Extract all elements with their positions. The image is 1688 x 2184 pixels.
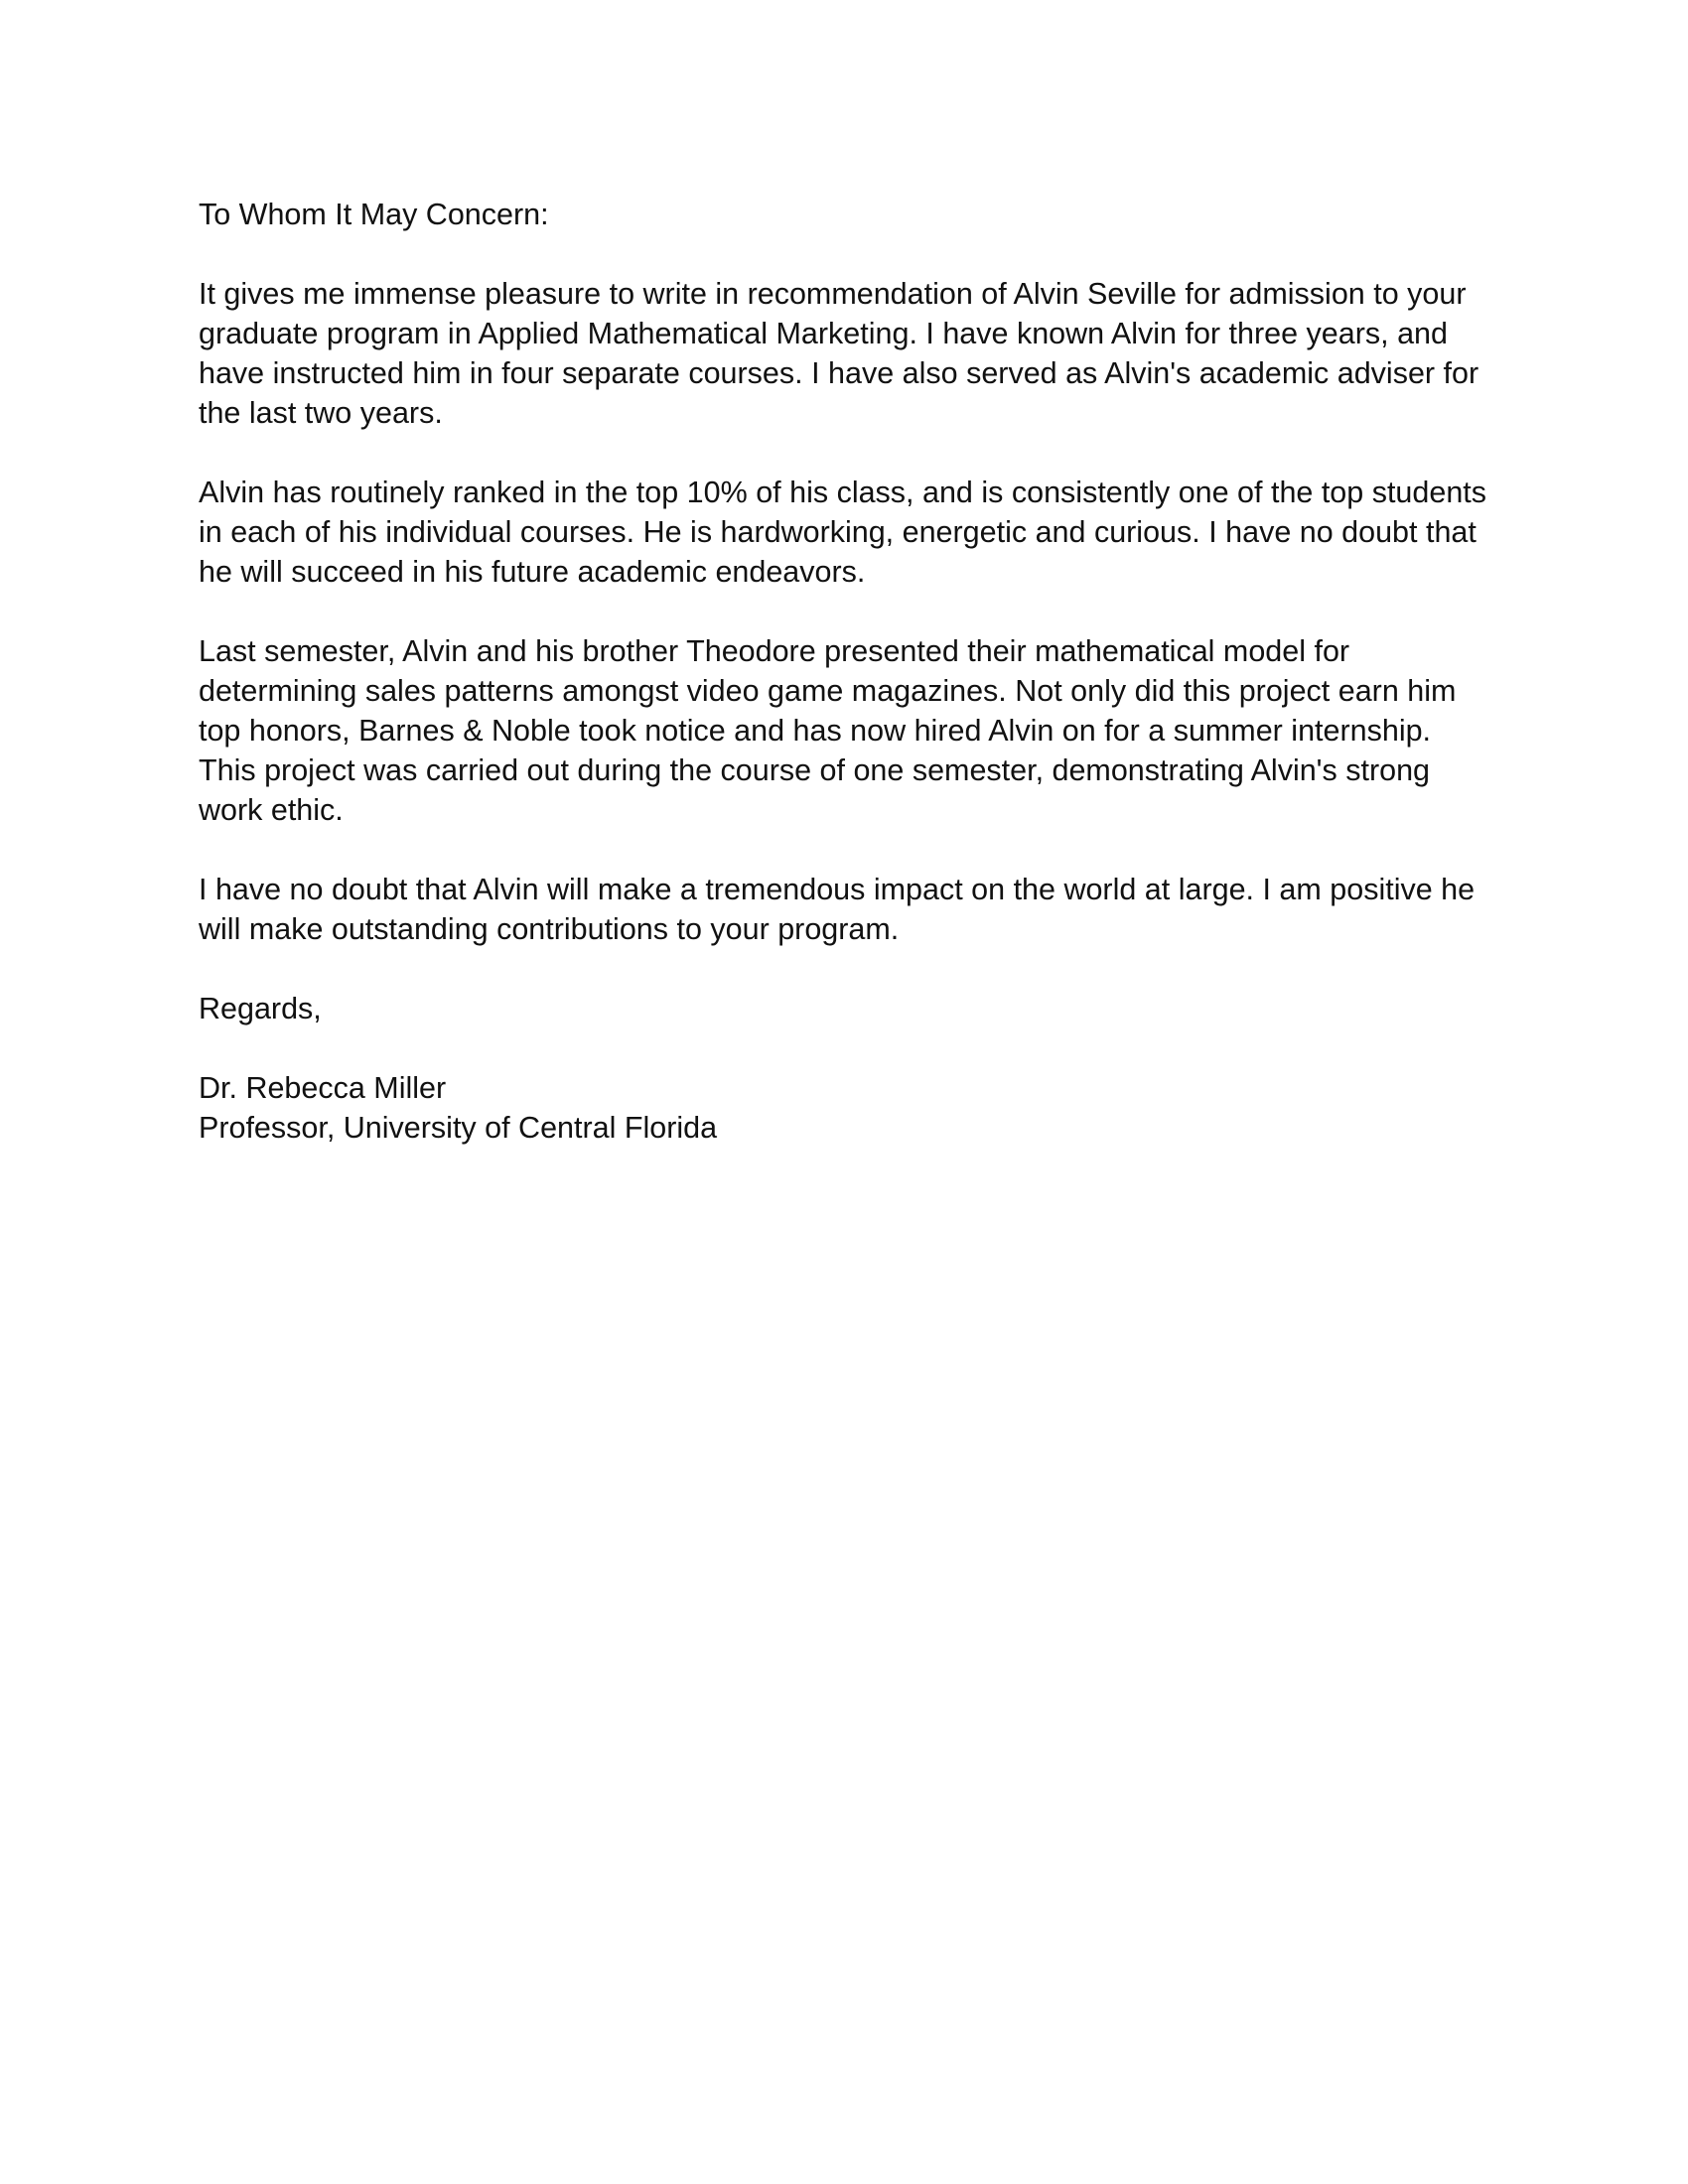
text-line: graduate program in Applied Mathematical Marketing. I have known Alvin for three years, and — [199, 317, 1448, 350]
signer-title: Professor, University of Central Florida — [199, 1111, 718, 1145]
paragraph-introduction — [199, 274, 1509, 433]
text-line: the last two years. — [199, 396, 443, 430]
paragraph-spacer — [199, 830, 1509, 870]
text-line: in each of his individual courses. He is hardworking, energetic and curious. I have no doubt that — [199, 515, 1477, 549]
paragraph-spacer — [199, 949, 1509, 989]
text-line: Last semester, Alvin and his brother Theodore presented their mathematical model for — [199, 634, 1350, 668]
text-line: This project was carried out during the course of one semester, demonstrating Alvin's strong — [199, 753, 1431, 787]
text-line: It gives me immense pleasure to write in recommendation of Alvin Seville for admission to your — [199, 277, 1467, 311]
text-line: I have no doubt that Alvin will make a tremendous impact on the world at large. I am positive he — [199, 873, 1476, 906]
text-line: have instructed him in four separate courses. I have also served as Alvin's academic adviser for — [199, 356, 1479, 390]
paragraph-conclusion — [199, 870, 1509, 949]
text-line: will make outstanding contributions to your program. — [199, 912, 900, 946]
signer-name: Dr. Rebecca Miller — [199, 1071, 447, 1105]
paragraph-spacer — [199, 592, 1509, 631]
signature-block — [199, 1068, 1509, 1148]
salutation: To Whom It May Concern: — [199, 198, 549, 231]
paragraph-spacer — [199, 234, 1509, 274]
text-line: determining sales patterns amongst video game magazines. Not only did this project earn him — [199, 674, 1457, 708]
paragraph-spacer — [199, 1028, 1509, 1068]
recommendation-letter — [199, 195, 1509, 1148]
closing: Regards, — [199, 992, 322, 1025]
text-line: Alvin has routinely ranked in the top 10% of his class, and is consistently one of the top students — [199, 476, 1487, 509]
paragraph-ranking — [199, 473, 1509, 592]
text-line: top honors, Barnes & Noble took notice and has now hired Alvin on for a summer internship. — [199, 714, 1432, 748]
text-line: he will succeed in his future academic endeavors. — [199, 555, 866, 589]
paragraph-project — [199, 631, 1509, 830]
paragraph-spacer — [199, 433, 1509, 473]
text-line: work ethic. — [199, 793, 344, 827]
